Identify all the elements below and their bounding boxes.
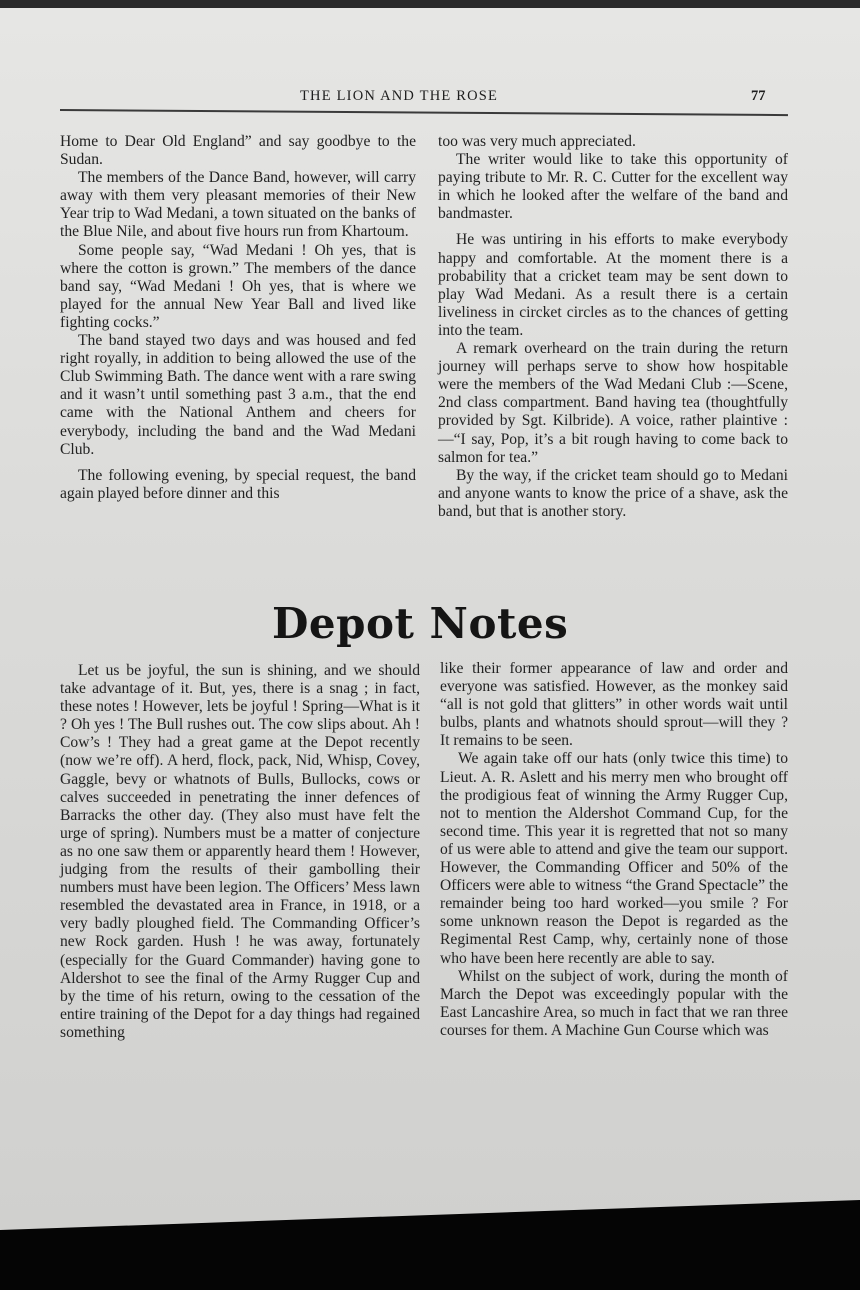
paragraph: Some people say, “Wad Medani ! Oh yes, that is where the cotton is grown.” The members of the dance band say, “Wad Medani ! Oh yes, that is where we played for the annual New Year Ball and lived like fighting cocks.” (60, 241, 416, 331)
article-column-top-left (60, 133, 416, 503)
paragraph: We again take off our hats (only twice this time) to Lieut. A. R. Aslett and his merry men who brought off the prodigious feat of winning the Army Rugger Cup, not to mention the Aldershot Command Cup, for the second time. This year it is regretted that not so many of us were able to attend and give the team our support. However, the Commanding Officer and 50% of the Officers were able to witness “the Grand Spectacle” the remainder being too hard worked—you smile ? For some unknown reason the Depot is regarded as the Regimental Rest Camp, why, certainly none of those who have been here recently are able to say. (440, 750, 788, 967)
paragraph: Home to Dear Old England” and say goodbye to the Sudan. (60, 133, 416, 169)
article-column-bottom-right (440, 660, 788, 1040)
paragraph: too was very much appreciated. (438, 133, 636, 150)
paragraph: The writer would like to take this opportunity of paying tribute to Mr. R. C. Cutter for the excellent way in which he looked after the welfare of the band and bandmaster. (438, 151, 788, 223)
paragraph: By the way, if the cricket team should go to Medani and anyone wants to know the price of a shave, ask the band, but that is another story. (438, 466, 788, 520)
running-head (0, 88, 860, 108)
paragraph: The band stayed two days and was housed and fed right royally, in addition to being allowed the use of the Club Swimming Bath. The dance went with a rare swing and it wasn’t until something past 3 a.m., that the end came with the National Anthem and cheers for everybody, including the band and the Wad Medani Club. (60, 332, 416, 458)
article-column-top-right (438, 133, 788, 521)
paragraph: like their former appearance of law and order and everyone was satisfied. However, as the monkey said “all is not gold that glitters” in other words wait until bulbs, plants and whatnots should sprout—will they ? It remains to be seen. (440, 660, 788, 750)
paragraph: Let us be joyful, the sun is shining, and we should take advantage of it. But, yes, there is a snag ; in fact, these notes ! However, lets be joyful ! Spring—What is it ? Oh yes ! The Bull rushes out. The cow slips about. Ah ! Cow’s ! They had a great game at the Depot recently (now we’re off). A herd, flock, pack, Nid, Whisp, Covey, Gaggle, bevy or whatnots of Bulls, Bullocks, cows or calves succeeded in penetrating the inner defences of Barracks the other day. (They also must have felt the urge of spring). Numbers must be a matter of conjecture as no one saw them or apparently heard them ! However, judging from the results of their gambolling their numbers must have been legion. The Officers’ Mess lawn resembled the devastated area in France, in 1918, or a very badly ploughed field. The Commanding Officer’s new Rock garden. Hush ! he was away, fortunately (especially for the Guard Commander) having gone to Aldershot to see the final of the Army Rugger Cup and by the time of his return, owing to the cessation of the entire training of the Depot for a day things had regained something (60, 662, 420, 1041)
paragraph: Whilst on the subject of work, during the month of March the Depot was exceedingly popular with the East Lancashire Area, so much in fact that we ran three courses for them. A Machine Gun Course which was (440, 967, 788, 1039)
paragraph: The members of the Dance Band, however, will carry away with them very pleasant memories of their New Year trip to Wad Medani, a town situated on the banks of the Blue Nile, and about five hours run from Khartoum. (60, 169, 416, 241)
paragraph: The following evening, by special request, the band again played before dinner and this (60, 466, 416, 502)
running-title: THE LION AND THE ROSE (300, 88, 499, 104)
section-title: Depot Notes (272, 599, 569, 648)
paragraph: He was untiring in his efforts to make everybody happy and comfortable. At the moment there is a probability that a cricket team may be sent down to play Wad Medani. As a result there is a certain liveliness in circket circles as to the chances of getting into the team. (438, 231, 788, 339)
page-number: 77 (751, 88, 766, 104)
article-column-bottom-left (60, 662, 420, 1042)
paragraph: A remark overheard on the train during the return journey will perhaps serve to show how hospitable were the members of the Wad Medani Club :—Scene, 2nd class compartment. Band having tea (thoughtfully provided by Sgt. Kilbride). A voice, rather plaintive :—“I say, Pop, it’s a bit rough having to come back to salmon for tea.” (438, 340, 788, 466)
